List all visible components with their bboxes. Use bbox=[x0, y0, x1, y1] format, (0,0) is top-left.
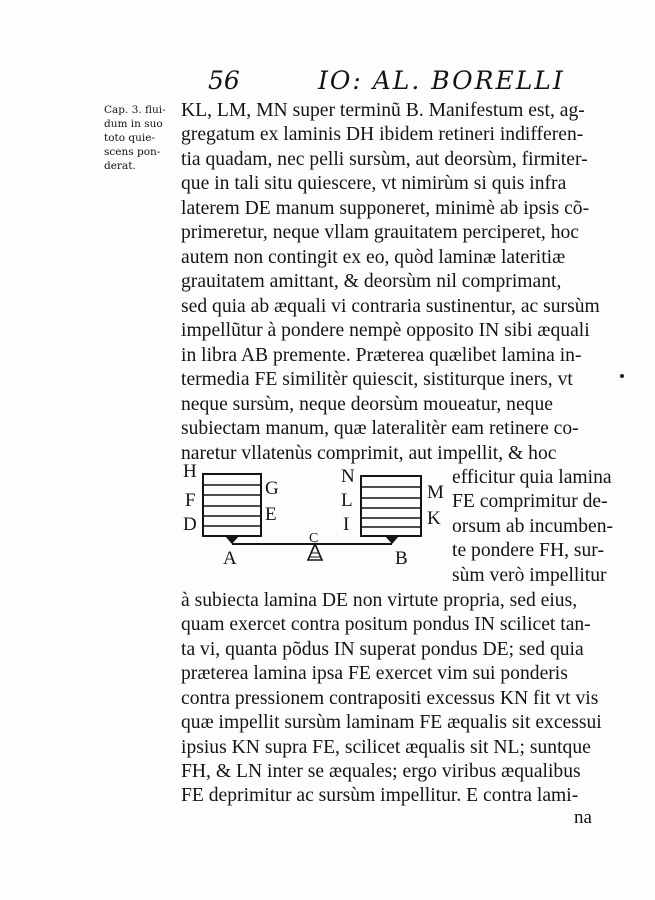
left-pan-hook bbox=[225, 536, 239, 544]
running-head bbox=[0, 66, 655, 100]
label-A: A bbox=[223, 548, 237, 569]
body-line: sed quia ab æquali vi contraria sustinentur, ac sursùm bbox=[181, 296, 600, 317]
body-line: ta vi, quanta põdus IN superat pondus DE; sed quia bbox=[181, 639, 584, 660]
body-line: gregatum ex laminis DH ibidem retineri indifferen- bbox=[181, 124, 584, 145]
label-I: I bbox=[343, 514, 350, 535]
fulcrum bbox=[308, 544, 322, 560]
body-line: efficitur quia lamina bbox=[452, 467, 612, 488]
body-line: sùm verò impellitur bbox=[452, 565, 607, 586]
margin-note-line: derat. bbox=[104, 160, 136, 172]
label-C: C bbox=[309, 531, 319, 546]
body-line: FH, & LN inter se æquales; ergo viribus æqualibus bbox=[181, 761, 581, 782]
label-L: L bbox=[341, 490, 353, 511]
margin-note bbox=[104, 103, 176, 173]
balance-diagram bbox=[175, 452, 445, 577]
label-B: B bbox=[395, 548, 408, 569]
label-K: K bbox=[427, 508, 441, 529]
page-number: 56 bbox=[208, 66, 240, 95]
body-line: quam exercet contra positum pondus IN scilicet tan- bbox=[181, 614, 591, 635]
body-line: orsum ab incumben- bbox=[452, 516, 614, 537]
margin-note-line: toto quie- bbox=[104, 132, 156, 144]
body-line: à subiecta lamina DE non virtute propria, sed eius, bbox=[181, 590, 578, 611]
margin-note-line: dum in suo bbox=[104, 118, 163, 130]
label-H: H bbox=[183, 461, 197, 482]
margin-note-line: Cap. 3. flui- bbox=[104, 104, 166, 116]
running-title: IO: AL. BORELLI bbox=[318, 66, 565, 95]
body-line: impellũtur à pondere nempè opposito IN sibi æquali bbox=[181, 320, 590, 341]
label-M: M bbox=[427, 482, 444, 503]
body-line: KL, LM, MN super terminũ B. Manifestum est, ag- bbox=[181, 100, 585, 121]
body-line: quæ impellit sursùm laminam FE æqualis sit excessui bbox=[181, 712, 602, 733]
label-N: N bbox=[341, 466, 355, 487]
body-line: grauitatem amittant, & deorsùm nil comprimant, bbox=[181, 271, 562, 292]
margin-note-line: scens pon- bbox=[104, 146, 161, 158]
body-line: tia quadam, nec pelli sursùm, aut deorsùm, firmiter- bbox=[181, 149, 588, 170]
body-line: in libra AB premente. Præterea quælibet lamina in- bbox=[181, 345, 582, 366]
body-line: laterem DE manum supponeret, minimè ab ipsis cõ- bbox=[181, 198, 590, 219]
body-line: præterea lamina ipsa FE exercet vim sui ponderis bbox=[181, 663, 568, 684]
label-G: G bbox=[265, 478, 279, 499]
body-line: ipsius KN supra FE, scilicet æqualis sit NL; suntque bbox=[181, 737, 591, 758]
catchword: na bbox=[574, 807, 592, 828]
label-D: D bbox=[183, 514, 197, 535]
body-line: FE comprimitur de- bbox=[452, 491, 608, 512]
body-line: primeretur, neque vllam grauitatem perciperet, hoc bbox=[181, 222, 579, 243]
body-line: naretur vllatenùs comprimit, aut impellit, & hoc bbox=[181, 443, 557, 464]
right-pan-hook bbox=[385, 536, 399, 544]
margin-dot bbox=[620, 374, 624, 378]
body-line: contra pressionem contrapositi excessus KN fit vt vis bbox=[181, 688, 599, 709]
body-line: termedia FE similitèr quiescit, sistiturque iners, vt bbox=[181, 369, 573, 390]
body-line: FE deprimitur ac sursùm impellitur. E contra lami- bbox=[181, 785, 579, 806]
body-line: te pondere FH, sur- bbox=[452, 540, 604, 561]
body-line: subiectam manum, quæ lateralitèr eam retinere co- bbox=[181, 418, 579, 439]
label-F: F bbox=[185, 490, 196, 511]
body-line: neque sursùm, neque deorsùm moueatur, neque bbox=[181, 394, 553, 415]
body-line: autem non contingit ex eo, quòd laminæ lateritiæ bbox=[181, 247, 566, 268]
label-E: E bbox=[265, 504, 277, 525]
body-line: que in tali situ quiescere, vt nimirùm si quis infra bbox=[181, 173, 567, 194]
